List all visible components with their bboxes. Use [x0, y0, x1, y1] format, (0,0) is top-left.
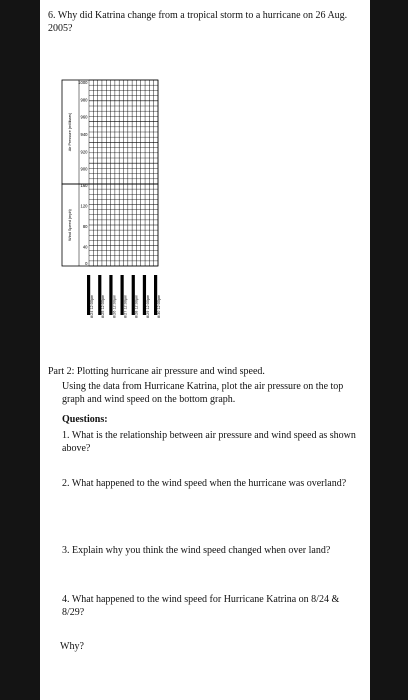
wind-tick-label: 160 [80, 183, 88, 188]
why-label: Why? [60, 641, 84, 652]
question-2-text: 2. What happened to the wind speed when the hurricane was overland? [62, 478, 347, 489]
date-tick-label: 8/24 12:00pm [90, 294, 94, 318]
wind-tick-label: 120 [80, 203, 88, 209]
date-tick-label: 8/29 12:00pm [145, 294, 150, 318]
question-4 [62, 594, 362, 619]
date-tick-label: 8/27 12:00pm [123, 294, 128, 318]
wind-tick-label: 0 [85, 261, 88, 266]
part2-instructions: Using the data from Hurricane Katrina, plot the air pressure on the top graph and wind speed on the bottom graph. [62, 381, 344, 405]
date-tick-label: 8/28 12:00pm [134, 294, 139, 318]
wind-axis-title: Wind Speed (mph) [68, 209, 72, 241]
worksheet-page [40, 0, 370, 700]
questions-heading: Questions: [62, 414, 108, 425]
pressure-wind-chart [60, 78, 160, 328]
question-3-text: 3. Explain why you think the wind speed changed when over land? [62, 545, 331, 556]
pressure-axis-title: Air Pressure (millibars) [68, 112, 72, 152]
part2-title: Part 2: Plotting hurricane air pressure and wind speed. [48, 366, 265, 377]
question-3 [62, 545, 362, 558]
date-tick-label: 8/30 12:00pm [157, 294, 161, 318]
date-tick-label: 8/26 12:00pm [112, 294, 117, 318]
wind-tick-label: 40 [82, 244, 88, 250]
pressure-tick-label: 920 [80, 149, 88, 155]
wind-tick-label: 80 [82, 224, 88, 229]
pressure-tick-label: 960 [80, 114, 88, 120]
date-tick-label: 8/25 12:00pm [101, 294, 106, 318]
pressure-tick-label: 1000 [78, 80, 88, 85]
pressure-tick-label: 980 [80, 97, 88, 103]
pressure-tick-label: 900 [80, 166, 88, 172]
question-1-text: 1. What is the relationship between air pressure and wind speed as shown above? [62, 430, 356, 454]
pressure-tick-label: 940 [80, 132, 88, 137]
question-1 [62, 430, 362, 455]
question-2 [62, 478, 362, 491]
question-6: 6. Why did Katrina change from a tropical storm to a hurricane on 26 Aug. 2005? [48, 10, 348, 34]
question-4-text: 4. What happened to the wind speed for Hurricane Katrina on 8/24 & 8/29? [62, 594, 340, 618]
